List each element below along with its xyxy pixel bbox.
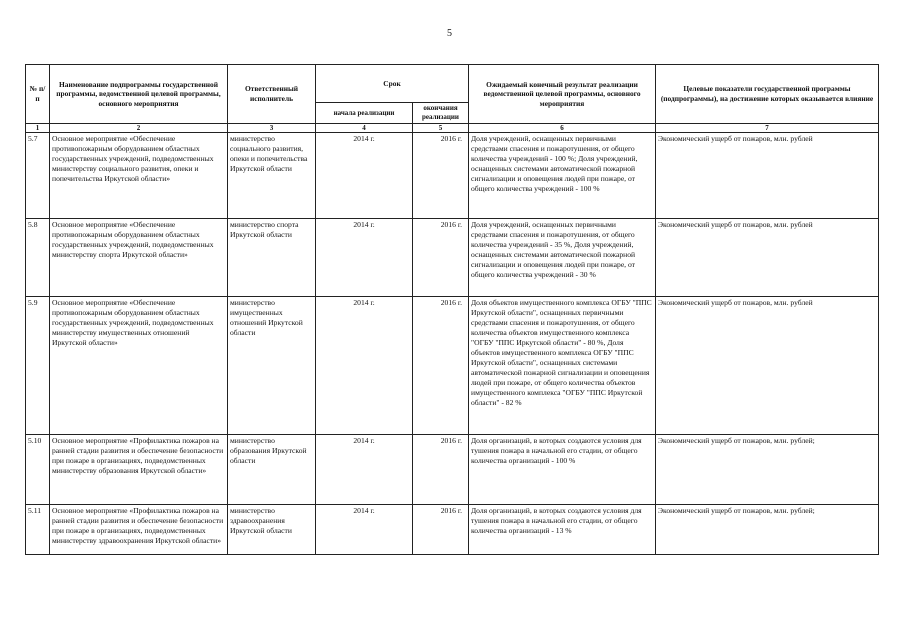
column-number: 2 bbox=[50, 124, 228, 133]
header-term: Срок bbox=[316, 65, 469, 103]
row-num: 5.11 bbox=[26, 505, 50, 555]
row-result: Доля учреждений, оснащенных первичными средствами спасения и пожаротушения, от общего количества учреждений - 100 %; Доля учреждений, оснащенных системами автоматической пожарной сигнализации и оповещения людей при пожаре, от общего количества учреждений - 100 % bbox=[469, 133, 656, 219]
row-responsible: министерство социального развития, опеки и попечительства Иркутской области bbox=[228, 133, 316, 219]
row-num: 5.7 bbox=[26, 133, 50, 219]
row-start: 2014 г. bbox=[316, 219, 413, 297]
row-indicator: Экономический ущерб от пожаров, млн. рублей; bbox=[656, 435, 879, 505]
column-number: 7 bbox=[656, 124, 879, 133]
row-end: 2016 г. bbox=[413, 435, 469, 505]
header-name: Наименование подпрограммы государственной программы, ведомственной целевой программы, основного мероприятия bbox=[50, 65, 228, 124]
table-row bbox=[26, 435, 879, 505]
row-result: Доля объектов имущественного комплекса ОГБУ "ППС Иркутской области", оснащенных первичными средствами спасения и пожаротушения, от общего количества объектов имущественного комплекса "ОГБУ "ППС Иркутской области" - 80 %, Доля объектов имущественного комплекса ОГБУ "ППС Иркутской области", оснащенных системами автоматической пожарной сигнализации и оповещения людей при пожаре, от общего количества объектов имущественного комплекса "ОГБУ "ППС Иркутской области" - 82 % bbox=[469, 297, 656, 435]
row-start: 2014 г. bbox=[316, 435, 413, 505]
row-end: 2016 г. bbox=[413, 505, 469, 555]
row-num: 5.10 bbox=[26, 435, 50, 505]
column-number: 3 bbox=[228, 124, 316, 133]
header-result: Ожидаемый конечный результат реализации ведомственной целевой программы, основного мероприятия bbox=[469, 65, 656, 124]
row-name: Основное мероприятие «Обеспечение противопожарным оборудованием областных государственных учреждений, подведомственных министерству имущественных отношений Иркутской области» bbox=[50, 297, 228, 435]
table-row bbox=[26, 297, 879, 435]
row-indicator: Экономический ущерб от пожаров, млн. рублей bbox=[656, 297, 879, 435]
header-num: № п/п bbox=[26, 65, 50, 124]
row-indicator: Экономический ущерб от пожаров, млн. рублей bbox=[656, 133, 879, 219]
row-responsible: министерство имущественных отношений Иркутской области bbox=[228, 297, 316, 435]
program-table bbox=[25, 64, 879, 555]
row-name: Основное мероприятие «Обеспечение противопожарным оборудованием областных государственных учреждений, подведомственных министерству социального развития, опеки и попечительства Иркутской области» bbox=[50, 133, 228, 219]
table-row bbox=[26, 133, 879, 219]
header-indicators: Целевые показатели государственной программы (подпрограммы), на достижение которых оказывается влияние bbox=[656, 65, 879, 124]
row-num: 5.8 bbox=[26, 219, 50, 297]
page-number: 5 bbox=[447, 28, 452, 39]
header-term-end: окончания реализации bbox=[413, 103, 469, 124]
header-term-start: начала реализации bbox=[316, 103, 413, 124]
column-number: 1 bbox=[26, 124, 50, 133]
row-num: 5.9 bbox=[26, 297, 50, 435]
header-responsible: Ответственный исполнитель bbox=[228, 65, 316, 124]
row-start: 2014 г. bbox=[316, 505, 413, 555]
row-name: Основное мероприятие «Профилактика пожаров на ранней стадии развития и обеспечение безопасности при пожаре в организациях, подведомственных министерству образования Иркутской области» bbox=[50, 435, 228, 505]
column-number: 4 bbox=[316, 124, 413, 133]
row-result: Доля организаций, в которых создаются условия для тушения пожара в начальной его стадии, от общего количества организаций - 100 % bbox=[469, 435, 656, 505]
row-start: 2014 г. bbox=[316, 297, 413, 435]
table-row bbox=[26, 505, 879, 555]
row-indicator: Экономический ущерб от пожаров, млн. рублей; bbox=[656, 505, 879, 555]
column-number: 5 bbox=[413, 124, 469, 133]
row-responsible: министерство здравоохранения Иркутской области bbox=[228, 505, 316, 555]
column-number: 6 bbox=[469, 124, 656, 133]
row-end: 2016 г. bbox=[413, 219, 469, 297]
row-end: 2016 г. bbox=[413, 297, 469, 435]
row-name: Основное мероприятие «Профилактика пожаров на ранней стадии развития и обеспечение безопасности при пожаре в организациях, подведомственных министерству здравоохранения Иркутской области» bbox=[50, 505, 228, 555]
row-responsible: министерство образования Иркутской области bbox=[228, 435, 316, 505]
row-end: 2016 г. bbox=[413, 133, 469, 219]
row-indicator: Экономический ущерб от пожаров, млн. рублей bbox=[656, 219, 879, 297]
row-result: Доля учреждений, оснащенных первичными средствами спасения и пожаротушения, от общего количества учреждений - 35 %, Доля учреждений, оснащенных системами автоматической пожарной сигнализации и оповещения людей при пожаре, от общего количества учреждений - 30 % bbox=[469, 219, 656, 297]
table-row bbox=[26, 219, 879, 297]
row-responsible: министерство спорта Иркутской области bbox=[228, 219, 316, 297]
row-name: Основное мероприятие «Обеспечение противопожарным оборудованием областных государственных учреждений, подведомственных министерству спорта Иркутской области» bbox=[50, 219, 228, 297]
column-numbers-row bbox=[26, 124, 879, 133]
row-start: 2014 г. bbox=[316, 133, 413, 219]
row-result: Доля организаций, в которых создаются условия для тушения пожара в начальной его стадии, от общего количества организаций - 13 % bbox=[469, 505, 656, 555]
